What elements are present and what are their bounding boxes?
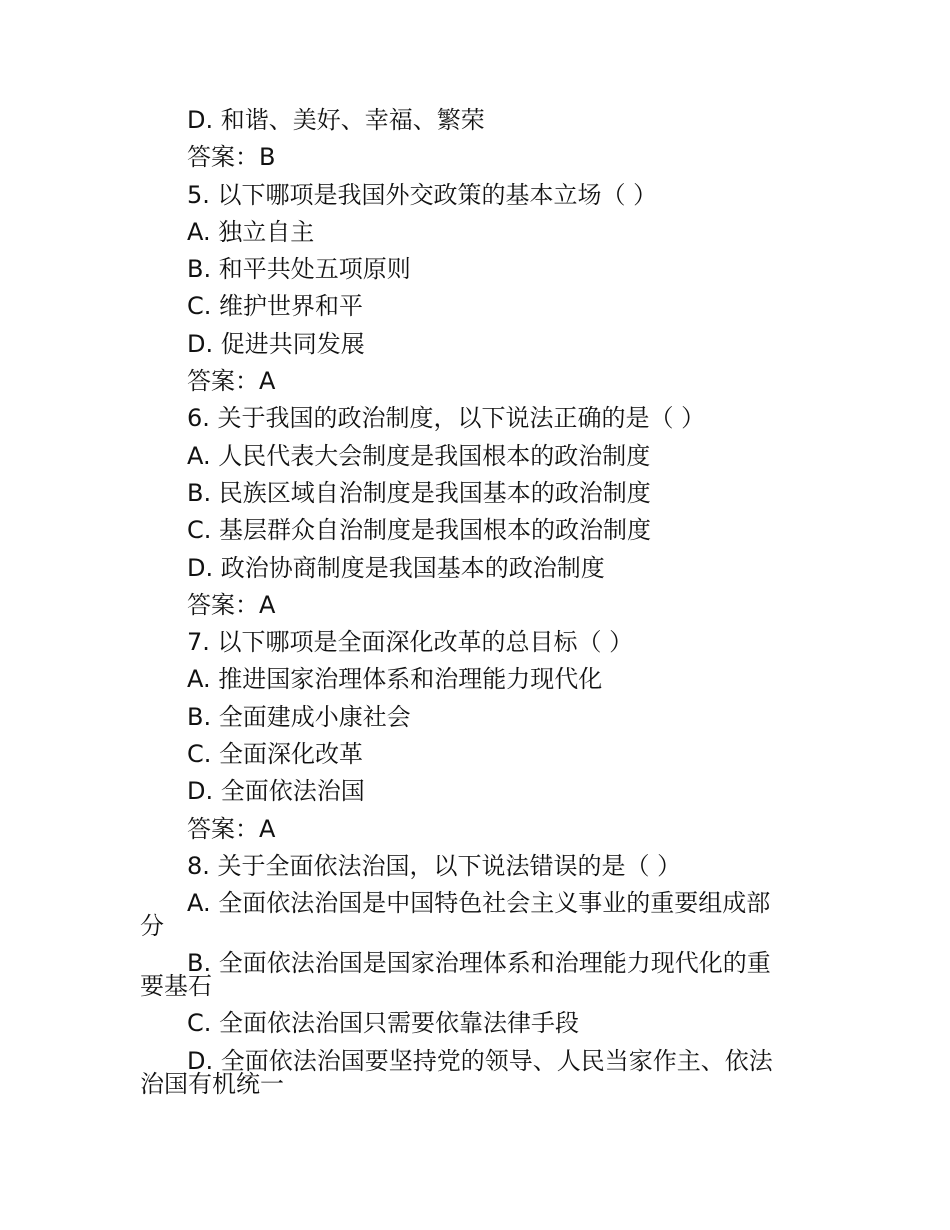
option-d-q5: D. 促进共同发展	[187, 329, 365, 358]
option-c-q6: C. 基层群众自治制度是我国根本的政治制度	[187, 516, 652, 545]
question-6: 6. 关于我国的政治制度，以下说法正确的是（ ）	[187, 404, 706, 433]
option-d-q8: D. 全面依法治国要坚持党的领导、人民当家作主、依法治国有机统一	[140, 1046, 773, 1098]
question-content	[140, 102, 800, 1103]
option-b-q8: B. 全面依法治国是国家治理体系和治理能力现代化的重要基石	[140, 949, 771, 1001]
option-b-q6: B. 民族区域自治制度是我国基本的政治制度	[187, 478, 651, 507]
option-c-q5: C. 维护世界和平	[187, 292, 364, 321]
question-7: 7. 以下哪项是全面深化改革的总目标（ ）	[187, 628, 634, 657]
option-a-q6: A. 人民代表大会制度是我国根本的政治制度	[187, 441, 651, 470]
option-c-q7: C. 全面深化改革	[187, 740, 364, 769]
option-b-q5: B. 和平共处五项原则	[187, 255, 411, 284]
option-b-q7: B. 全面建成小康社会	[187, 702, 411, 731]
answer-q4: 答案：B	[187, 143, 276, 172]
question-8: 8. 关于全面依法治国，以下说法错误的是（ ）	[187, 851, 682, 880]
answer-q7: 答案：A	[187, 814, 276, 843]
option-c-q8: C. 全面依法治国只需要依靠法律手段	[187, 1009, 580, 1038]
option-a-q8: A. 全面依法治国是中国特色社会主义事业的重要组成部分	[140, 889, 771, 941]
option-a-q7: A. 推进国家治理体系和治理能力现代化	[187, 665, 603, 694]
option-d-q4: D. 和谐、美好、幸福、繁荣	[187, 106, 485, 134]
answer-q5: 答案：A	[187, 367, 276, 396]
question-5: 5. 以下哪项是我国外交政策的基本立场（ ）	[187, 180, 658, 209]
answer-q6: 答案：A	[187, 590, 276, 619]
option-d-q6: D. 政治协商制度是我国基本的政治制度	[187, 553, 605, 582]
option-d-q7: D. 全面依法治国	[187, 777, 365, 806]
option-a-q5: A. 独立自主	[187, 217, 315, 246]
